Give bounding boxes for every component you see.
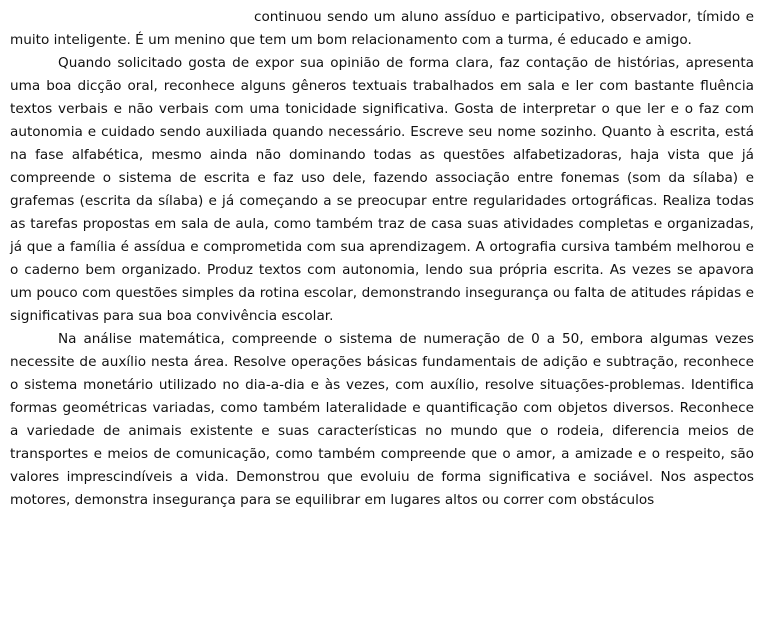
- paragraph-language-skills: Quando solicitado gosta de expor sua opinião de forma clara, faz contação de histórias, apresenta uma boa dicção oral, reconhece alguns gêneros textuais trabalhados em sala e ler com bastante fluência textos verbais e não verbais com uma tonicidade significativa. Gosta de interpretar o que ler e o faz com autonomia e cuidado sendo auxiliada quando necessário. Escreve seu nome sozinho. Quanto à escrita, está na fase alfabética, mesmo ainda não dominando todas as questões alfabetizadoras, haja vista que já compreende o sistema de escrita e faz uso dele, fazendo associação entre fonemas (som da sílaba) e grafemas (escrita da sílaba) e já começando a se preocupar entre regularidades ortográficas. Realiza todas as tarefas propostas em sala de aula, como também traz de casa suas atividades completas e organizadas, já que a família é assídua e comprometida com sua aprendizagem. A ortografia cursiva também melhorou e o caderno bem organizado. Produz textos com autonomia, lendo sua própria escrita. As vezes se apavora um pouco com questões simples da rotina escolar, demonstrando insegurança ou falta de atitudes rápidas e significativas para sua boa convivência escolar.: [10, 55, 754, 324]
- paragraph-behavior: continuou sendo um aluno assíduo e participativo, observador, tímido e muito inteligente. É um menino que tem um bom relacionamento com a turma, é educado e amigo.: [10, 9, 754, 48]
- paragraph-math-skills: Na análise matemática, compreende o sistema de numeração de 0 a 50, embora algumas vezes necessite de auxílio nesta área. Resolve operações básicas fundamentais de adição e subtração, reconhece o sistema monetário utilizado no dia-a-dia e às vezes, com auxílio, resolve situações-problemas. Identifica formas geométricas variadas, como também lateralidade e quantificação com objetos diversos. Reconhece a variedade de animais existente e suas características no mundo que o rodeia, diferencia meios de transportes e meios de comunicação, como também compreende que o amor, a amizade e o respeito, são valores imprescindíveis a vida. Demonstrou que evoluiu de forma significativa e sociável. Nos aspectos motores, demonstra insegurança para se equilibrar em lugares altos ou correr com obstáculos: [10, 331, 754, 508]
